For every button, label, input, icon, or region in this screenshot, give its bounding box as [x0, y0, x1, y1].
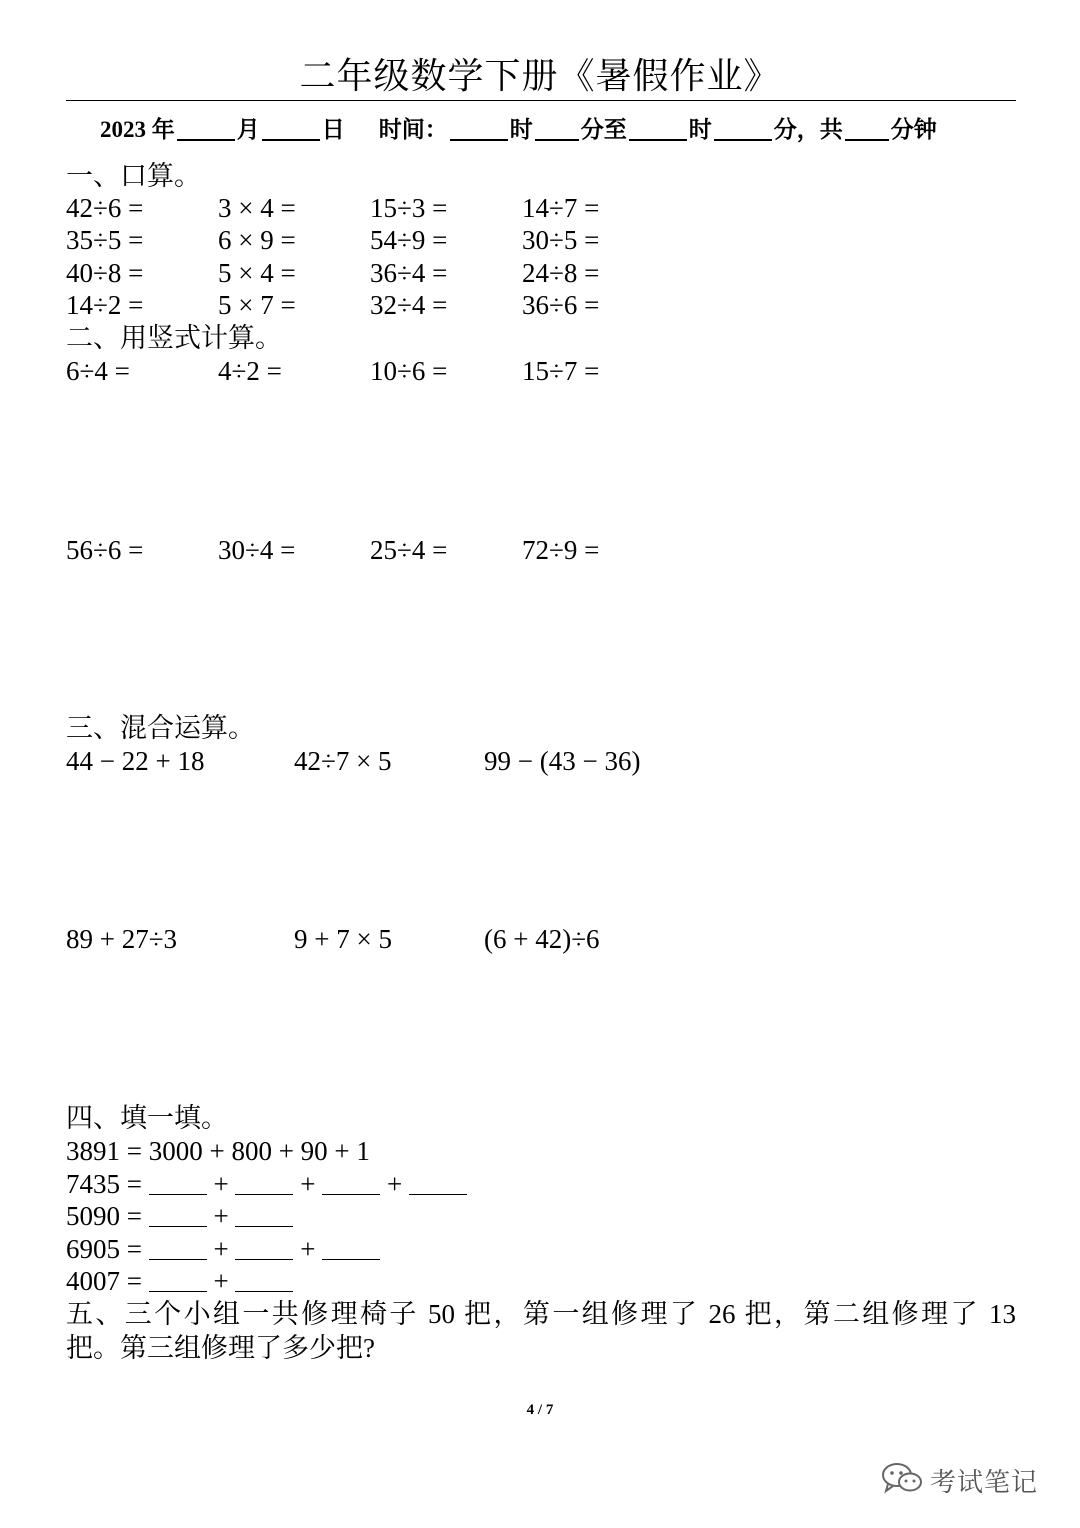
fill-blank[interactable] — [409, 1170, 467, 1195]
end-hour-blank — [629, 115, 687, 141]
fill-blank[interactable] — [149, 1170, 207, 1195]
oral-calc-row — [0, 256, 1080, 290]
problem: 15÷3 = — [370, 193, 448, 223]
vertical-calc-row — [0, 354, 1080, 388]
problem: 9 + 7 × 5 — [294, 924, 392, 954]
time-label: 时间： — [378, 117, 448, 142]
problem: 3 × 4 = — [218, 193, 296, 223]
word-problem-line-2: 把。第三组修理了多少把? — [66, 1333, 375, 1363]
title-divider — [66, 100, 1016, 101]
fill-line — [66, 1232, 380, 1266]
problem: 36÷6 = — [522, 290, 600, 320]
fill-line — [66, 1264, 293, 1298]
page-number: 4 / 7 — [526, 1402, 554, 1418]
page-title: 二年级数学下册《暑假作业》 — [299, 56, 781, 96]
problem: 6÷4 = — [66, 356, 130, 386]
date-time-line — [100, 114, 937, 146]
plus-sign: + — [213, 1266, 229, 1296]
problem: 6 × 9 = — [218, 225, 296, 255]
problem: 5 × 7 = — [218, 290, 296, 320]
fill-blank[interactable] — [149, 1235, 207, 1260]
plus-sign: + — [213, 1201, 229, 1231]
problem: 36÷4 = — [370, 258, 448, 288]
problem: 42÷6 = — [66, 193, 144, 223]
start-minute-blank — [535, 115, 579, 141]
watermark — [880, 1462, 1038, 1498]
fill-lhs: 5090 = — [66, 1201, 142, 1231]
plus-sign: + — [213, 1234, 229, 1264]
minutes-label: 分钟 — [890, 117, 937, 142]
fill-lhs: 4007 = — [66, 1266, 142, 1296]
plus-sign: + — [386, 1169, 403, 1199]
month-label: 月 — [236, 117, 260, 142]
problem: 35÷5 = — [66, 225, 144, 255]
oral-calc-row — [0, 288, 1080, 322]
problem: (6 + 42)÷6 — [484, 924, 600, 954]
fill-blank[interactable] — [235, 1170, 293, 1195]
problem: 32÷4 = — [370, 290, 448, 320]
plus-sign: + — [300, 1169, 316, 1199]
fill-blank[interactable] — [149, 1267, 207, 1292]
watermark-label: 考试笔记 — [930, 1467, 1039, 1498]
end-minute-blank — [714, 115, 772, 141]
problem: 42÷7 × 5 — [294, 746, 392, 776]
fill-blank[interactable] — [235, 1235, 293, 1260]
oral-calc-row — [0, 223, 1080, 257]
oral-calc-row — [0, 191, 1080, 225]
problem: 4÷2 = — [218, 356, 282, 386]
minute-to-label: 分至 — [580, 117, 627, 142]
plus-sign: + — [213, 1169, 229, 1199]
problem: 54÷9 = — [370, 225, 448, 255]
problem: 14÷7 = — [522, 193, 600, 223]
problem: 72÷9 = — [522, 535, 600, 565]
problem: 15÷7 = — [522, 356, 600, 386]
wechat-icon — [880, 1461, 924, 1500]
mixed-calc-row — [0, 922, 1080, 956]
problem: 5 × 4 = — [218, 258, 296, 288]
problem: 25÷4 = — [370, 535, 448, 565]
problem: 30÷4 = — [218, 535, 296, 565]
start-hour-blank — [450, 115, 508, 141]
problem: 56÷6 = — [66, 535, 144, 565]
problem: 99 − (43 − 36) — [484, 746, 641, 776]
hour-label-1: 时 — [509, 117, 533, 142]
section-3-title: 三、混合运算。 — [66, 713, 255, 743]
word-problem-line-1: 五、三个小组一共修理椅子 50 把，第一组修理了 26 把，第二组修理了 13 — [66, 1299, 1016, 1329]
fill-blank[interactable] — [322, 1235, 380, 1260]
example-line: 3891 = 3000 + 800 + 90 + 1 — [66, 1136, 370, 1166]
problem: 30÷5 = — [522, 225, 600, 255]
problem: 40÷8 = — [66, 258, 144, 288]
day-label: 日 — [321, 117, 345, 142]
fill-blank[interactable] — [149, 1202, 207, 1227]
fill-line — [66, 1199, 293, 1233]
problem: 24÷8 = — [522, 258, 600, 288]
total-minutes-blank — [845, 115, 889, 141]
mixed-calc-row — [0, 744, 1080, 778]
fill-blank[interactable] — [235, 1202, 293, 1227]
plus-sign: + — [300, 1234, 316, 1264]
section-2-title: 二、用竖式计算。 — [66, 323, 282, 353]
fill-lhs: 6905 = — [66, 1234, 142, 1264]
fill-lhs: 7435 = — [66, 1169, 142, 1199]
section-4-title: 四、填一填。 — [66, 1103, 228, 1133]
problem: 10÷6 = — [370, 356, 448, 386]
problem: 89 + 27÷3 — [66, 924, 178, 954]
year-label: 2023 年 — [100, 117, 175, 142]
fill-blank[interactable] — [322, 1170, 380, 1195]
problem: 44 − 22 + 18 — [66, 746, 205, 776]
minute-total-label: 分，共 — [773, 117, 843, 142]
section-1-title: 一、口算。 — [66, 161, 201, 191]
problem: 14÷2 = — [66, 290, 144, 320]
vertical-calc-row — [0, 533, 1080, 567]
day-blank — [262, 115, 320, 141]
hour-label-2: 时 — [688, 117, 712, 142]
fill-blank[interactable] — [235, 1267, 293, 1292]
fill-line — [66, 1167, 467, 1201]
month-blank — [177, 115, 235, 141]
